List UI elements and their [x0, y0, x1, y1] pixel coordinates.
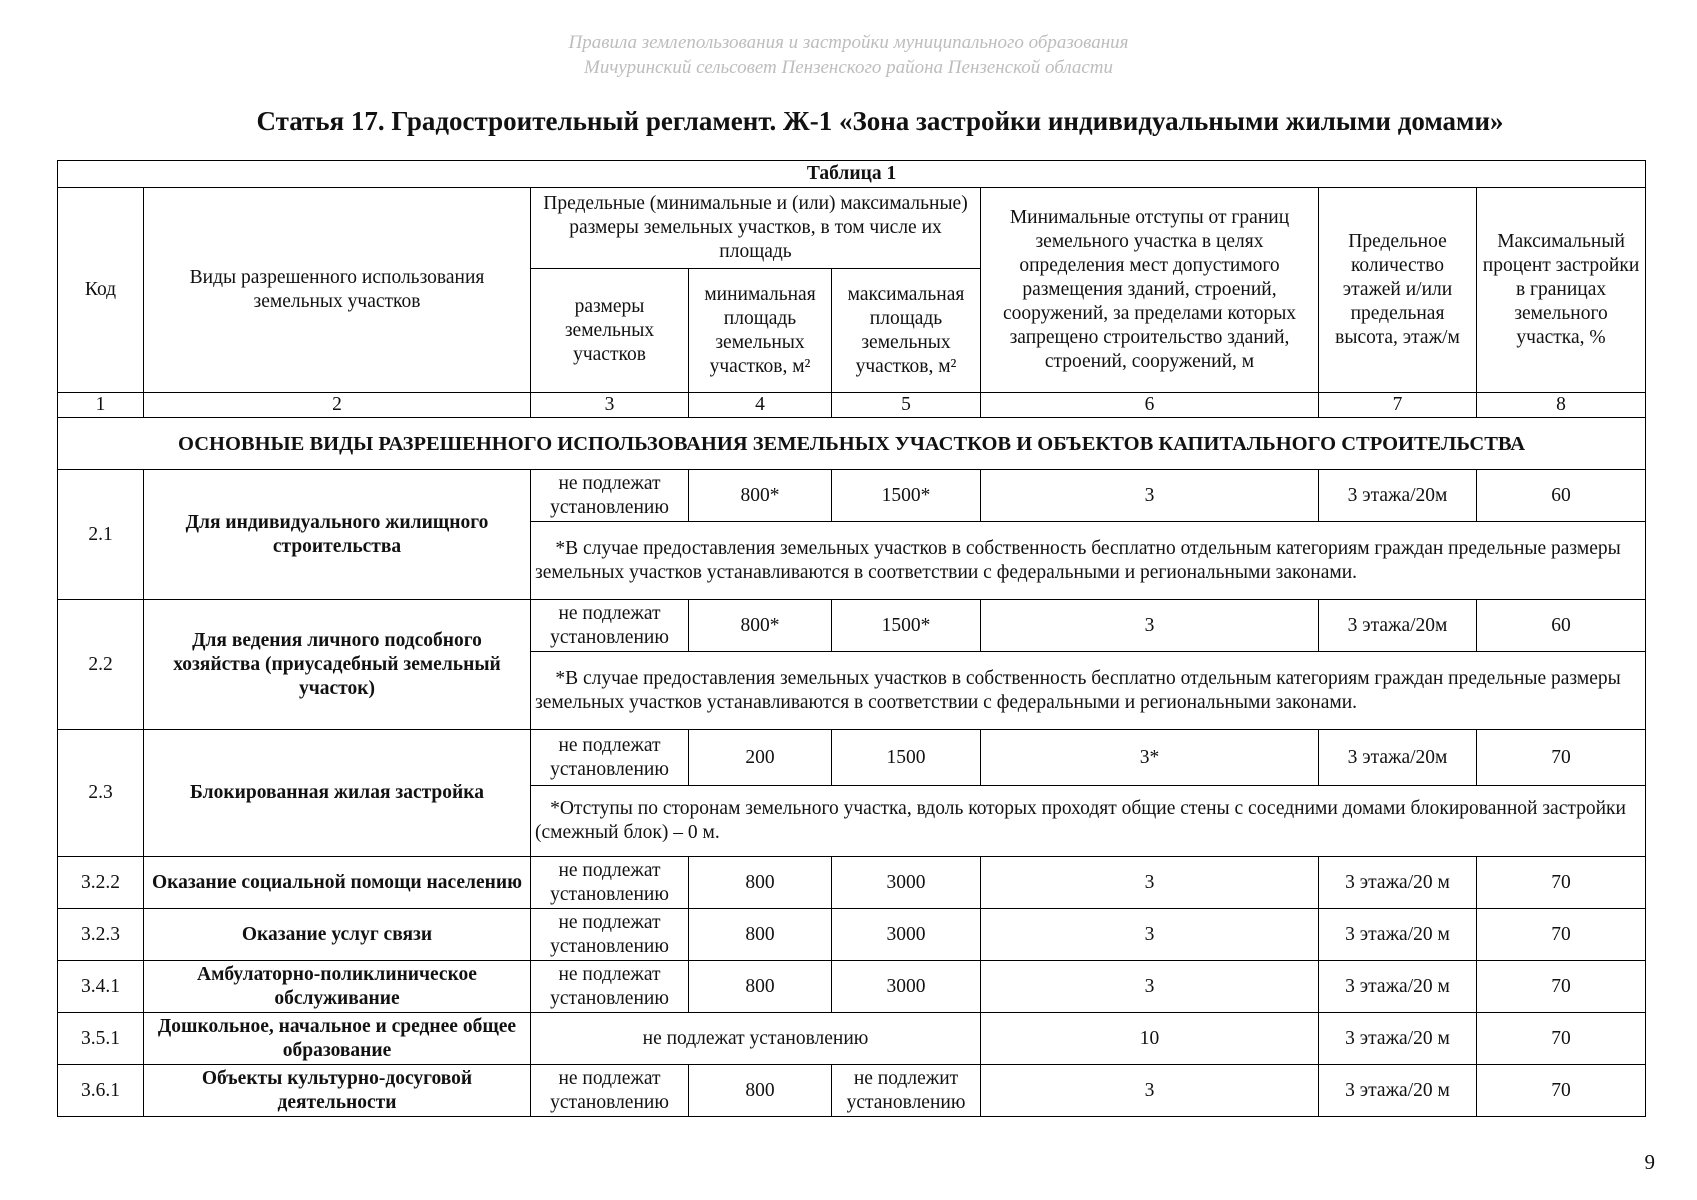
row-plot-sizes: не подлежат установлению: [531, 600, 689, 652]
header-plot-limits: Предельные (минимальные и (или) максимальные) размеры земельных участков, в том числе их площадь: [531, 188, 981, 269]
row-setback: 3: [981, 909, 1319, 961]
header-min-area: минимальная площадь земельных участков, м²: [689, 269, 832, 393]
row-note: *В случае предоставления земельных участков в собственность бесплатно отдельным категориям граждан предельные размеры земельных участков устанавливаются в соответствии с федеральными и региональными законами.: [531, 522, 1646, 600]
row-code: 3.4.1: [58, 961, 144, 1013]
table-row: [58, 909, 1646, 961]
column-numbers-row: [58, 393, 1646, 418]
row-floors: 3 этажа/20м: [1319, 730, 1477, 786]
article-title: Статья 17. Градостроительный регламент. Ж-1 «Зона застройки индивидуальными жилыми домами»: [256, 106, 1504, 136]
row-name: Объекты культурно-досуговой деятельности: [144, 1065, 531, 1117]
row-note: *Отступы по сторонам земельного участка, вдоль которых проходят общие стены с соседними домами блокированной застройки (смежный блок) – 0 м.: [531, 786, 1646, 857]
column-number: 8: [1477, 393, 1646, 418]
header-setbacks: Минимальные отступы от границ земельного участка в целях определения мест допустимого размещения зданий, строений, сооружений, за пределами которых запрещено строительство зданий, строений, сооружений, м: [981, 188, 1319, 393]
row-floors: 3 этажа/20 м: [1319, 857, 1477, 909]
header-use-types: Виды разрешенного использования земельных участков: [144, 188, 531, 393]
row-code: 3.2.3: [58, 909, 144, 961]
row-coverage: 70: [1477, 1065, 1646, 1117]
row-code: 2.1: [58, 470, 144, 600]
row-floors: 3 этажа/20 м: [1319, 909, 1477, 961]
column-number: 3: [531, 393, 689, 418]
row-min-area: 800*: [689, 600, 832, 652]
row-note: *В случае предоставления земельных участков в собственность бесплатно отдельным категориям граждан предельные размеры земельных участков устанавливаются в соответствии с федеральными и региональными законами.: [531, 652, 1646, 730]
column-number: 7: [1319, 393, 1477, 418]
row-floors: 3 этажа/20м: [1319, 470, 1477, 522]
header-code: Код: [58, 188, 144, 393]
row-code: 3.6.1: [58, 1065, 144, 1117]
row-plot-sizes: не подлежат установлению: [531, 857, 689, 909]
row-coverage: 70: [1477, 730, 1646, 786]
row-name: Дошкольное, начальное и среднее общее образование: [144, 1013, 531, 1065]
row-max-area: не подлежит установлению: [832, 1065, 981, 1117]
table-label: Таблица 1: [58, 161, 1646, 188]
section-title: ОСНОВНЫЕ ВИДЫ РАЗРЕШЕННОГО ИСПОЛЬЗОВАНИЯ ЗЕМЕЛЬНЫХ УЧАСТКОВ И ОБЪЕКТОВ КАПИТАЛЬНОГО СТРОИТЕЛЬСТВА: [58, 418, 1646, 470]
row-setback: 3*: [981, 730, 1319, 786]
row-max-area: 3000: [832, 909, 981, 961]
table-row: [58, 730, 1646, 786]
row-coverage: 70: [1477, 1013, 1646, 1065]
row-plot-sizes: не подлежат установлению: [531, 470, 689, 522]
table-row: [58, 1065, 1646, 1117]
row-setback: 3: [981, 857, 1319, 909]
row-code: 2.2: [58, 600, 144, 730]
row-coverage: 70: [1477, 961, 1646, 1013]
row-floors: 3 этажа/20 м: [1319, 1065, 1477, 1117]
row-min-area: 800: [689, 909, 832, 961]
row-merged-limits: не подлежат установлению: [531, 1013, 981, 1065]
column-number: 2: [144, 393, 531, 418]
row-min-area: 800: [689, 857, 832, 909]
row-code: 3.5.1: [58, 1013, 144, 1065]
row-plot-sizes: не подлежат установлению: [531, 909, 689, 961]
row-min-area: 800*: [689, 470, 832, 522]
row-setback: 3: [981, 600, 1319, 652]
column-number: 4: [689, 393, 832, 418]
row-name: Оказание услуг связи: [144, 909, 531, 961]
row-max-area: 3000: [832, 961, 981, 1013]
row-code: 2.3: [58, 730, 144, 857]
row-name: Для индивидуального жилищного строительства: [144, 470, 531, 600]
header-max-coverage: Максимальный процент застройки в границах земельного участка, %: [1477, 188, 1646, 393]
row-setback: 10: [981, 1013, 1319, 1065]
header-row-1: [58, 188, 1646, 269]
row-max-area: 1500*: [832, 600, 981, 652]
row-max-area: 1500: [832, 730, 981, 786]
row-plot-sizes: не подлежат установлению: [531, 1065, 689, 1117]
row-min-area: 200: [689, 730, 832, 786]
header-floors: Предельное количество этажей и/или предельная высота, этаж/м: [1319, 188, 1477, 393]
row-floors: 3 этажа/20 м: [1319, 961, 1477, 1013]
row-plot-sizes: не подлежат установлению: [531, 961, 689, 1013]
table-row: [58, 600, 1646, 652]
header-max-area: максимальная площадь земельных участков, м²: [832, 269, 981, 393]
row-coverage: 60: [1477, 470, 1646, 522]
running-header-line-2: Мичуринский сельсовет Пензенского района Пензенской области: [584, 57, 1113, 78]
row-name: Оказание социальной помощи населению: [144, 857, 531, 909]
row-max-area: 3000: [832, 857, 981, 909]
section-row: [58, 418, 1646, 470]
table-row: [58, 857, 1646, 909]
row-code: 3.2.2: [58, 857, 144, 909]
row-name: Амбулаторно-поликлиническое обслуживание: [144, 961, 531, 1013]
column-number: 5: [832, 393, 981, 418]
row-setback: 3: [981, 961, 1319, 1013]
regulation-table: [57, 160, 1646, 1117]
column-number: 1: [58, 393, 144, 418]
running-header-line-1: Правила землепользования и застройки муниципального образования: [568, 32, 1129, 53]
column-number: 6: [981, 393, 1319, 418]
row-min-area: 800: [689, 1065, 832, 1117]
page-number: 9: [1644, 1150, 1655, 1174]
row-floors: 3 этажа/20 м: [1319, 1013, 1477, 1065]
running-header: [75, 30, 1622, 80]
row-setback: 3: [981, 470, 1319, 522]
row-coverage: 60: [1477, 600, 1646, 652]
header-plot-sizes: размеры земельных участков: [531, 269, 689, 393]
row-name: Для ведения личного подсобного хозяйства (приусадебный земельный участок): [144, 600, 531, 730]
row-name: Блокированная жилая застройка: [144, 730, 531, 857]
row-setback: 3: [981, 1065, 1319, 1117]
row-floors: 3 этажа/20м: [1319, 600, 1477, 652]
row-coverage: 70: [1477, 909, 1646, 961]
row-plot-sizes: не подлежат установлению: [531, 730, 689, 786]
table-row: [58, 470, 1646, 522]
row-coverage: 70: [1477, 857, 1646, 909]
table-label-row: [58, 161, 1646, 188]
table-row: [58, 1013, 1646, 1065]
table-row: [58, 961, 1646, 1013]
row-min-area: 800: [689, 961, 832, 1013]
row-max-area: 1500*: [832, 470, 981, 522]
